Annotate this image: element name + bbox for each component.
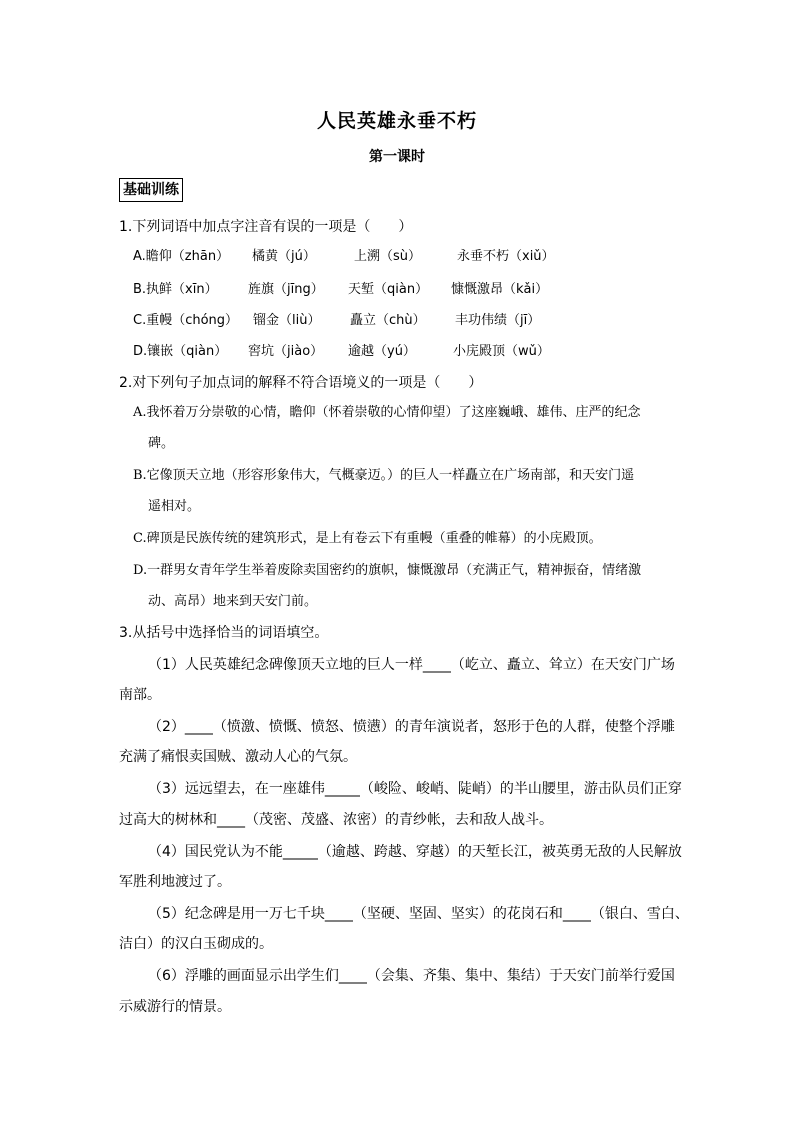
q2-option-d-line1: D.一群男女青年学生举着废除卖国密约的旗帜，慷慨激昂（充满正气，精神振奋，情绪激: [133, 563, 642, 578]
page-subtitle: 第一课时: [369, 149, 425, 165]
page-title: 人民英雄永垂不朽: [316, 110, 477, 132]
q3-item5-line2: 洁白）的汉白玉砌成的。: [119, 936, 273, 952]
q3-item2-line2: 充满了痛恨卖国贼、激动人心的气氛。: [119, 749, 357, 765]
q2-option-b-line1: B.它像顶天立地（形容形象伟大，气概豪迈。）的巨人一样矗立在广场南部，和天安门遥: [133, 468, 635, 483]
q1-option-c-2: 镏金（liù）: [253, 313, 321, 328]
q3-item1-line2: 南部。: [119, 687, 161, 703]
q1-option-c-1: C.重幔（chóng）: [133, 313, 239, 328]
q1-option-c-4: 丰功伟绩（jī）: [455, 313, 541, 328]
q2-option-b-line2: 遥相对。: [148, 499, 201, 514]
q2-option-a-line1: A.我怀着万分崇敬的心情，瞻仰（怀着崇敬的心情仰望）了这座巍峨、雄伟、庄严的纪念: [133, 405, 641, 420]
q1-option-b-4: 慷慨激昂（kǎi）: [451, 282, 549, 297]
q2-option-c-line1: C.碑顶是民族传统的建筑形式，是上有卷云下有重幔（重叠的帷幕）的小庑殿顶。: [133, 531, 602, 546]
q1-option-a-4: 永垂不朽（xiǔ）: [457, 249, 555, 264]
q3-item6-line1: （6）浮雕的画面显示出学生们____（会集、齐集、集中、集结）于天安门前举行爱国: [148, 968, 675, 984]
q3-item3-line1: （3）远远望去，在一座雄伟_____（峻险、峻峭、陡峭）的半山腰里，游击队员们正穿: [148, 781, 682, 797]
q3-item6-line2: 示威游行的情景。: [119, 999, 231, 1015]
q1-option-a-2: 橘黄（jú）: [252, 249, 316, 264]
q3-item1-line1: （1）人民英雄纪念碑像顶天立地的巨人一样____（屹立、矗立、耸立）在天安门广场: [148, 657, 675, 673]
q2-option-a-line2: 碑。: [148, 436, 175, 451]
q1-option-a-1: A.瞻仰（zhān）: [133, 249, 230, 264]
section-heading: 基础训练: [119, 178, 183, 202]
q1-option-d-3: 逾越（yú）: [348, 344, 416, 359]
q2-option-d-line2: 动、高昂）地来到天安门前。: [148, 594, 318, 609]
q3-item4-line2: 军胜利地渡过了。: [119, 874, 231, 890]
q3-item3-line2: 过高大的树林和____（茂密、茂盛、浓密）的青纱帐，去和敌人战斗。: [119, 812, 553, 828]
q1-option-d-1: D.镶嵌（qiàn）: [133, 344, 228, 359]
q3-item4-line1: （4）国民党认为不能_____（逾越、跨越、穿越）的天堑长江，被英勇无敌的人民解放: [148, 844, 682, 860]
q1-option-a-3: 上溯（sù）: [354, 249, 422, 264]
q1-option-d-4: 小庑殿顶（wǔ）: [453, 344, 550, 359]
q1-option-c-3: 矗立（chù）: [350, 313, 426, 328]
q1-option-b-1: B.执鲜（xīn）: [133, 282, 218, 297]
q3-item2-line1: （2）____（愤激、愤慨、愤怒、愤懑）的青年演说者，怒形于色的人群，使整个浮雕: [148, 719, 675, 735]
q3-item5-line1: （5）纪念碑是用一万七千块____（坚硬、坚固、坚实）的花岗石和____（银白、雪白、: [148, 906, 689, 922]
q3-stem: 3.从括号中选择恰当的词语填空。: [119, 625, 329, 641]
q1-option-b-2: 旌旗（jīng）: [248, 282, 324, 297]
q2-stem: 2.对下列句子加点词的解释不符合语境义的一项是（ ）: [119, 375, 483, 391]
q1-stem: 1.下列词语中加点字注音有误的一项是（ ）: [119, 219, 413, 235]
q1-option-b-3: 天堑（qiàn）: [348, 282, 429, 297]
q1-option-d-2: 窖坑（jiào）: [248, 344, 324, 359]
